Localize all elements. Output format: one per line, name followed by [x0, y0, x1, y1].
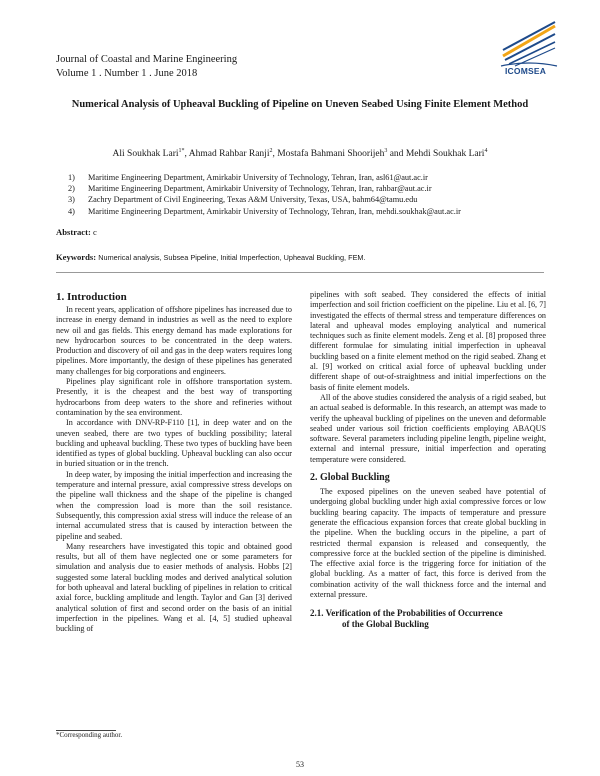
page-number: 53 — [296, 760, 304, 769]
section-divider — [56, 272, 544, 273]
journal-issue: Volume 1 . Number 1 . June 2018 — [56, 68, 198, 79]
paragraph: Many researchers have investigated this topic and obtained good results, but all of them have neglected one or some parameters for simulation and analysis due to easier methods of analysis. Hobbs [2] suggested some lateral buckling modes and derived analytical solution for both upheaval and lateral buckling of pipelines in relation to critical axial force, buckling amplitude and length. Taylor and Gan [3] derived analytical solution of first and second order on the basis of an initial imperfection in the pipelines. Wang et al. [4, 5] studied upheaval buckling of — [56, 541, 292, 634]
subsection-heading — [310, 608, 546, 630]
author-name: Mehdi Soukhak Lari — [405, 149, 485, 160]
keywords — [56, 252, 366, 262]
keywords-text: Numerical analysis, Subsea Pipeline, Initial Imperfection, Upheaval Buckling, FEM. — [98, 253, 366, 262]
affiliation-text: Maritime Engineering Department, Amirkabir University of Technology, Tehran, Iran, rahbar@aut.ac.ir — [88, 184, 432, 194]
affiliation-text: Maritime Engineering Department, Amirkabir University of Technology, Tehran, Iran, mehdi.soukhak@aut.ac.ir — [88, 206, 461, 216]
paper-title: Numerical Analysis of Upheaval Buckling of Pipeline on Uneven Seabed Using Finite Element Method — [71, 99, 529, 110]
right-column — [310, 290, 546, 630]
paragraph: In recent years, application of offshore pipelines has increased due to increase in energy demand in industries as well as the need to explore new oil and gas fields. This energy demand has made explorations for new hydrocarbon sources to be concentrated in the deep waters. Production and discovery of oil and gas in the deep waters requires long pipelines. More importantly, the design of these pipelines has generated many challenges for big corporations and engineers. — [56, 305, 292, 376]
affiliation-text: Zachry Department of Civil Engineering, Texas A&M University, Texas, USA, bahm64@tamu.edu — [88, 195, 418, 205]
author-affiliation-mark: 3 — [384, 148, 388, 154]
paragraph: In deep water, by imposing the initial imperfection and increasing the temperature and internal pressure, axial compressive stress develops on the pipeline wall thickness and the shape of the pipeline is changed when the compression load is more than the soil resistance. Subsequently, this compression axial stress will induce the release of an internal accumulated stress that is caused by interaction between the pipeline and seabed. — [56, 469, 292, 541]
affiliation-item — [68, 206, 461, 217]
author-name: Ali Soukhak Lari — [112, 149, 179, 160]
affiliation-number: 4) — [68, 206, 75, 216]
author-name: Mostafa Bahmani Shoorijeh — [277, 149, 385, 160]
paragraph: In accordance with DNV-RP-F110 [1], in deep water and on the uneven seabed, there are two types of buckling possibility; lateral buckling and upheaval buckling. These two types of buckling have been identified as types of global buckling. Upheaval buckling can also occur in buried situation or in the trench. — [56, 418, 292, 469]
affiliation-item — [68, 183, 461, 194]
paragraph: pipelines with soft seabed. They considered the effects of initial imperfection and soil friction coefficient on the pipeline. Liu et al. [6, 7] investigated the effects of thermal stress and temperature differences on lateral and upheaval modes employing analytical and numerical techniques such as finite element models. Zeng et al. [8] proposed three different formulae for simulating initial imperfection in upheaval buckling based on a finite element method on the rigid seabed. Zhang et al. [9] worked on critical axial force of upheaval buckling under different shape of out-of-straightness and initial imperfections on the basis of finite element models. — [310, 290, 546, 392]
affiliation-list — [68, 172, 461, 217]
paragraph: Pipelines play significant role in offshore transportation system. Presently, it is the cheapest and the best way of transporting hydrocarbons from deep waters to the shore and refineries without contamination by the sea environment. — [56, 377, 292, 417]
author-affiliation-mark: 4 — [484, 148, 488, 154]
author-name: Ahmad Rahbar Ranji — [188, 149, 270, 160]
affiliation-text: Maritime Engineering Department, Amirkabir University of Technology, Tehran, Iran, asl61@aut.ac.ir — [88, 173, 428, 182]
affiliation-number: 2) — [68, 184, 75, 194]
paragraph: The exposed pipelines on the uneven seabed have potential of undergoing global buckling under high axial compressive forces or low buckling bearing capacity. The impacts of temperature and pressure generate the efficacious expansion forces that create global buckling in the pipeline. When the buckling occurs in the pipeline, a part of restricted thermal expansion is released and consequently, the compressive force at the buckled section of the pipeline is diminished. The effective axial force is the triggering force for initiation of the global buckling. As a matter of fact, this force is derived from the combination activity of the wall thickness force and the internal and external pressure. — [310, 487, 546, 600]
section-heading-global-buckling: 2. Global Buckling — [310, 472, 390, 484]
left-column — [56, 290, 292, 635]
journal-header — [56, 53, 237, 81]
affiliation-number: 1) — [68, 173, 75, 182]
author-list: Ali Soukhak Lari$^{1*}$, Ahmad Rahbar Ranji$^2$, Mostafa Bahmani Shoorijeh$^3$ and Mehdi Soukhak Lari$^4$ — [112, 148, 488, 160]
author-affiliation-mark: 1* — [178, 148, 185, 154]
abstract-text: c — [93, 227, 97, 237]
keywords-label: Keywords: — [56, 252, 97, 262]
logo-text: ICOMSEA — [505, 66, 547, 76]
author-affiliation-mark: 2 — [269, 148, 273, 154]
journal-name: Journal of Coastal and Marine Engineering — [56, 54, 238, 65]
affiliation-number: 3) — [68, 195, 75, 205]
footnote: *Corresponding author. — [56, 731, 123, 739]
subsection-heading-line: 2.1. Verification of the Probabilities of Occurrence — [310, 608, 503, 619]
paragraph: All of the above studies considered the analysis of a rigid seabed, but an actual seabed is deformable. In this research, an attempt was made to verify the upheaval buckling of pipelines on the uneven and deformable seabed under various soil friction coefficients employing ABAQUS software. Several parameters including pipeline length, pipeline weight, external and internal pressure, initial imperfection and operating temperature were considered. — [310, 392, 546, 464]
subsection-heading-line: of the Global Buckling — [342, 619, 429, 630]
abstract-label: Abstract: — [56, 227, 91, 237]
abstract — [56, 227, 97, 237]
section-heading-introduction: 1. Introduction — [56, 291, 127, 303]
affiliation-item — [68, 172, 461, 183]
affiliation-item — [68, 194, 461, 205]
